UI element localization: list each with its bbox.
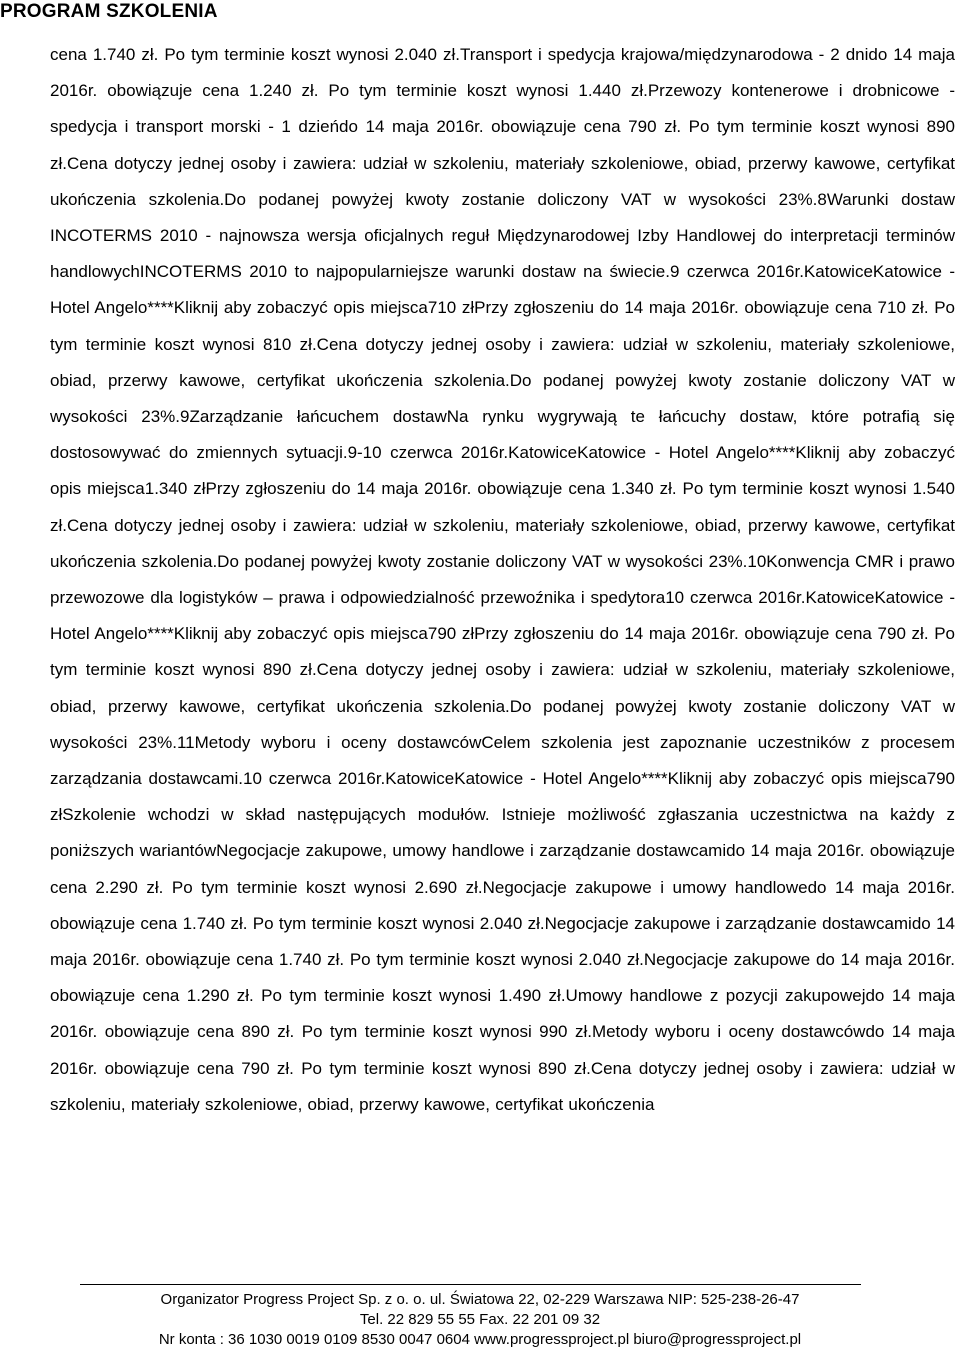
footer-account-line: Nr konta : 36 1030 0019 0109 8530 0047 0604 www.progressproject.pl biuro@progressproject.pl (158, 1331, 802, 1348)
page-title: PROGRAM SZKOLENIA (0, 1, 218, 22)
footer-phone-line: Tel. 22 829 55 55 Fax. 22 201 09 32 (359, 1311, 601, 1328)
footer-divider (80, 1284, 861, 1285)
footer (0, 1290, 960, 1350)
footer-organizer-line: Organizator Progress Project Sp. z o. o. ul. Światowa 22, 02-229 Warszawa NIP: 525-238-26-47 (160, 1291, 800, 1308)
program-body-text: cena 1.740 zł. Po tym terminie koszt wynosi 2.040 zł.Transport i spedycja krajowa/międzynarodowa - 2 dnido 14 maja 2016r. obowiązuje cena 1.240 zł. Po tym terminie koszt wynosi 1.440 zł.Przewozy kontenerowe i drobnicowe - spedycja i transport morski - 1 dzieńdo 14 maja 2016r. obowiązuje cena 790 zł. Po tym terminie koszt wynosi 890 zł.Cena dotyczy jednej osoby i zawiera: udział w szkoleniu, materiały szkoleniowe, obiad, przerwy kawowe, certyfikat ukończenia szkolenia.Do podanej powyżej kwoty zostanie doliczony VAT w wysokości 23%.8Warunki dostaw INCOTERMS 2010 - najnowsza wersja oficjalnych reguł Międzynarodowej Izby Handlowej do interpretacji terminów handlowychINCOTERMS 2010 to najpopularniejsze warunki dostaw na świecie.9 czerwca 2016r.KatowiceKatowice - Hotel Angelo****Kliknij aby zobaczyć opis miejsca710 złPrzy zgłoszeniu do 14 maja 2016r. obowiązuje cena 710 zł. Po tym terminie koszt wynosi 810 zł.Cena dotyczy jednej osoby i zawiera: udział w szkoleniu, materiały szkoleniowe, obiad, przerwy kawowe, certyfikat ukończenia szkolenia.Do podanej powyżej kwoty zostanie doliczony VAT w wysokości 23%.9Zarządzanie łańcuchem dostawNa rynku wygrywają te łańcuchy dostaw, które potrafią się dostosowywać do zmiennych sytuacji.9-10 czerwca 2016r.KatowiceKatowice - Hotel Angelo****Kliknij aby zobaczyć opis miejsca1.340 złPrzy zgłoszeniu do 14 maja 2016r. obowiązuje cena 1.340 zł. Po tym terminie koszt wynosi 1.540 zł.Cena dotyczy jednej osoby i zawiera: udział w szkoleniu, materiały szkoleniowe, obiad, przerwy kawowe, certyfikat ukończenia szkolenia.Do podanej powyżej kwoty zostanie doliczony VAT w wysokości 23%.10Konwencja CMR i prawo przewozowe dla logistyków – prawa i odpowiedzialność przewoźnika i spedytora10 czerwca 2016r.KatowiceKatowice - Hotel Angelo****Kliknij aby zobaczyć opis miejsca790 złPrzy zgłoszeniu do 14 maja 2016r. obowiązuje cena 790 zł. Po tym terminie koszt wynosi 890 zł.Cena dotyczy jednej osoby i zawiera: udział w szkoleniu, materiały szkoleniowe, obiad, przerwy kawowe, certyfikat ukończenia szkolenia.Do podanej powyżej kwoty zostanie doliczony VAT w wysokości 23%.11Metody wyboru i oceny dostawcówCelem szkolenia jest zapoznanie uczestników z procesem zarządzania dostawcami.10 czerwca 2016r.KatowiceKatowice - Hotel Angelo****Kliknij aby zobaczyć opis miejsca790 złSzkolenie wchodzi w skład następujących modułów. Istnieje możliwość zgłaszania uczestnictwa na każdy z poniższych wariantówNegocjacje zakupowe, umowy handlowe i zarządzanie dostawcamido 14 maja 2016r. obowiązuje cena 2.290 zł. Po tym terminie koszt wynosi 2.690 zł.Negocjacje zakupowe i umowy handlowedo 14 maja 2016r. obowiązuje cena 1.740 zł. Po tym terminie koszt wynosi 2.040 zł.Negocjacje zakupowe i zarządzanie dostawcamido 14 maja 2016r. obowiązuje cena 1.740 zł. Po tym terminie koszt wynosi 2.040 zł.Negocjacje zakupowe do 14 maja 2016r. obowiązuje cena 1.290 zł. Po tym terminie koszt wynosi 1.490 zł.Umowy handlowe z pozycji zakupowejdo 14 maja 2016r. obowiązuje cena 890 zł. Po tym terminie koszt wynosi 990 zł.Metody wyboru i oceny dostawcówdo 14 maja 2016r. obowiązuje cena 790 zł. Po tym terminie koszt wynosi 890 zł.Cena dotyczy jednej osoby i zawiera: udział w szkoleniu, materiały szkoleniowe, obiad, przerwy kawowe, certyfikat ukończenia (50, 45, 955, 1114)
